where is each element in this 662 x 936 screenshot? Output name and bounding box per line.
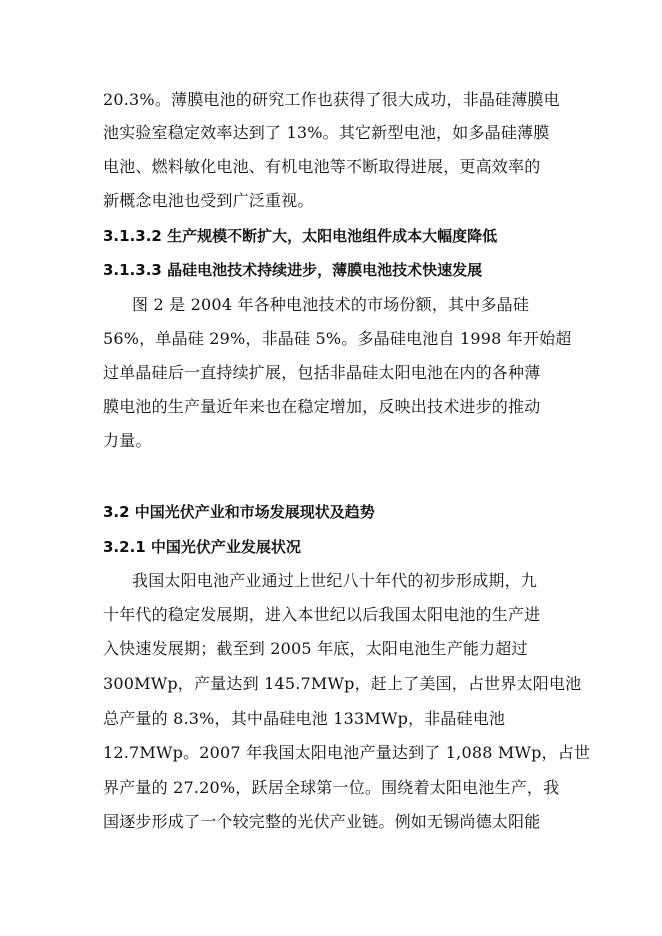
paragraph-line: 力量。 — [103, 431, 152, 450]
paragraph-line: 我国太阳电池产业通过上世纪八十年代的初步形成期，九 — [132, 571, 538, 590]
paragraph-line: 图 2 是 2004 年各种电池技术的市场份额，其中多晶硅 — [132, 295, 530, 314]
paragraph-line: 300MWp，产量达到 145.7MWp，赶上了美国，占世界太阳电池 — [103, 674, 582, 693]
paragraph-line: 池实验室稳定效率达到了 13%。其它新型电池，如多晶硅薄膜 — [103, 123, 550, 142]
paragraph-line: 过单晶硅后一直持续扩展，包括非晶硅太阳电池在内的各种薄 — [103, 363, 541, 382]
section-heading-3-1-3-3: 3.1.3.3 晶硅电池技术持续进步，薄膜电池技术快速发展 — [103, 261, 483, 279]
section-heading-3-2-1: 3.2.1 中国光伏产业发展状况 — [103, 538, 301, 556]
paragraph-line: 20.3%。薄膜电池的研究工作也获得了很大成功，非晶硅薄膜电 — [103, 90, 560, 109]
section-heading-3-2: 3.2 中国光伏产业和市场发展现状及趋势 — [103, 503, 375, 521]
paragraph-line: 新概念电池也受到广泛重视。 — [103, 191, 314, 210]
paragraph-line: 电池、燃料敏化电池、有机电池等不断取得进展，更高效率的 — [103, 157, 541, 176]
paragraph-line: 56%，单晶硅 29%，非晶硅 5%。多晶硅电池自 1998 年开始超 — [103, 329, 572, 348]
paragraph-line: 膜电池的生产量近年来也在稳定增加，反映出技术进步的推动 — [103, 397, 541, 416]
paragraph-line: 入快速发展期；截至到 2005 年底，太阳电池生产能力超过 — [103, 639, 528, 658]
paragraph-line: 总产量的 8.3%，其中晶硅电池 133MWp，非晶硅电池 — [103, 709, 506, 728]
paragraph-line: 界产量的 27.20%，跃居全球第一位。围绕着太阳电池生产，我 — [103, 778, 560, 797]
paragraph-line: 12.7MWp。2007 年我国太阳电池产量达到了 1,088 MWp，占世 — [103, 743, 591, 762]
paragraph-line: 国逐步形成了一个较完整的光伏产业链。例如无锡尚德太阳能 — [103, 812, 541, 831]
section-heading-3-1-3-2: 3.1.3.2 生产规模不断扩大，太阳电池组件成本大幅度降低 — [103, 227, 498, 245]
paragraph-line: 十年代的稳定发展期，进入本世纪以后我国太阳电池的生产进 — [103, 605, 541, 624]
